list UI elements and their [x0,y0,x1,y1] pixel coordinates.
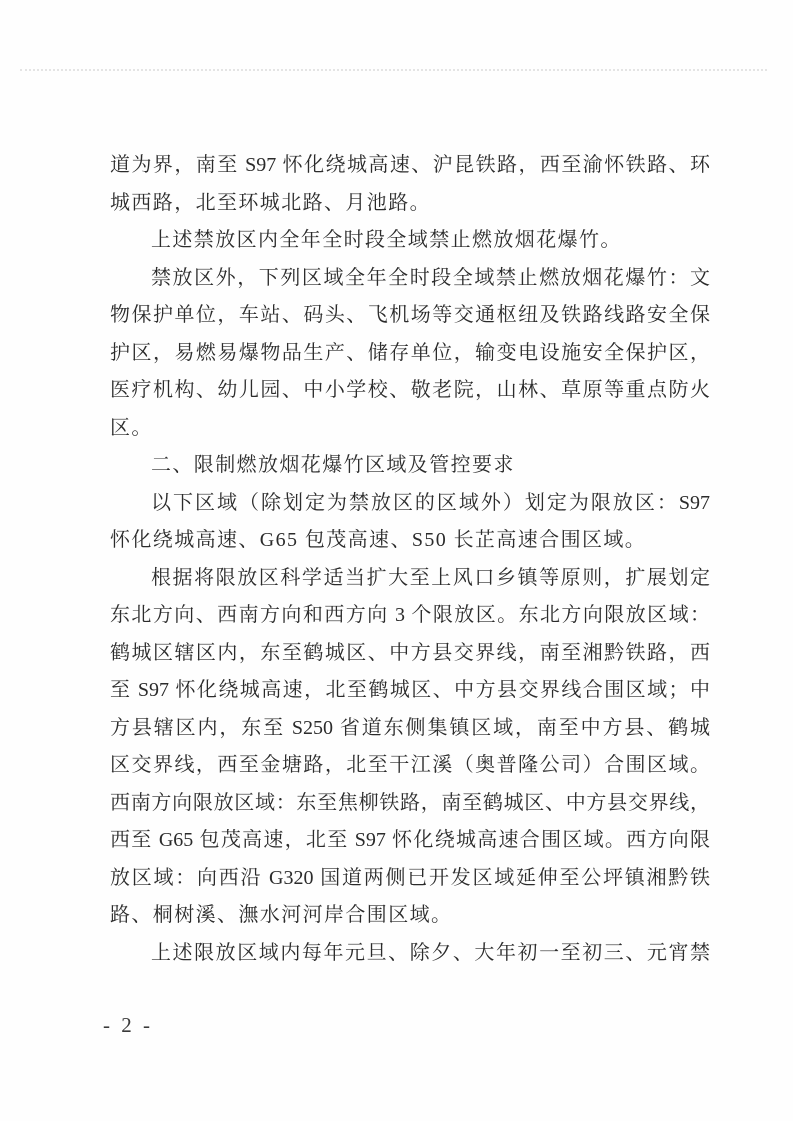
text-line: 方县辖区内，东至 S250 省道东侧集镇区域，南至中方县、鹤城 [110,716,710,739]
text-line: 至 S97 怀化绕城高速，北至鹤城区、中方县交界线合围区域；中 [110,679,710,701]
text-line: 西至 G65 包茂高速，北至 S97 怀化绕城高速合围区域。西方向限 [110,829,710,851]
page-number: - 2 - [103,1013,153,1037]
text-line: 路、桐树溪、潕水河河岸合围区域。 [110,904,453,926]
text-line: 根据将限放区科学适当扩大至上风口乡镇等原则，扩展划定 [151,566,710,589]
text-line: 怀化绕城高速、G65 包茂高速、S50 长芷高速合围区域。 [110,529,647,551]
text-line: 西南方向限放区域：东至焦柳铁路，南至鹤城区、中方县交界线， [110,791,710,814]
document-body [110,147,710,972]
scan-artifact-line [20,69,767,71]
text-line: 区。 [110,416,153,439]
text-line: 物保护单位，车站、码头、飞机场等交通枢纽及铁路线路安全保 [110,304,710,326]
text-line: 禁放区外，下列区域全年全时段全域禁止燃放烟花爆竹：文 [151,266,710,289]
text-line: 上述禁放区内全年全时段全域禁止燃放烟花爆竹。 [151,229,622,251]
text-line: 城西路，北至环城北路、月池路。 [110,191,431,214]
text-line: 道为界，南至 S97 怀化绕城高速、沪昆铁路，西至渝怀铁路、环 [110,154,710,176]
text-line: 以下区域（除划定为禁放区的区域外）划定为限放区：S97 [151,491,710,514]
text-line: 二、限制燃放烟花爆竹区域及管控要求 [151,454,515,476]
text-line: 上述限放区域内每年元旦、除夕、大年初一至初三、元宵禁 [151,941,710,964]
text-line: 护区，易燃易爆物品生产、储存单位，输变电设施安全保护区， [110,341,710,364]
text-line: 东北方向、西南方向和西方向 3 个限放区。东北方向限放区域： [110,604,710,626]
text-line: 鹤城区辖区内，东至鹤城区、中方县交界线，南至湘黔铁路，西 [110,641,710,664]
text-line: 区交界线，西至金塘路，北至干江溪（奥普隆公司）合围区域。 [110,754,710,776]
text-line: 医疗机构、幼儿园、中小学校、敬老院，山林、草原等重点防火 [110,379,710,401]
text-line: 放区域：向西沿 G320 国道两侧已开发区域延伸至公坪镇湘黔铁 [110,866,710,889]
